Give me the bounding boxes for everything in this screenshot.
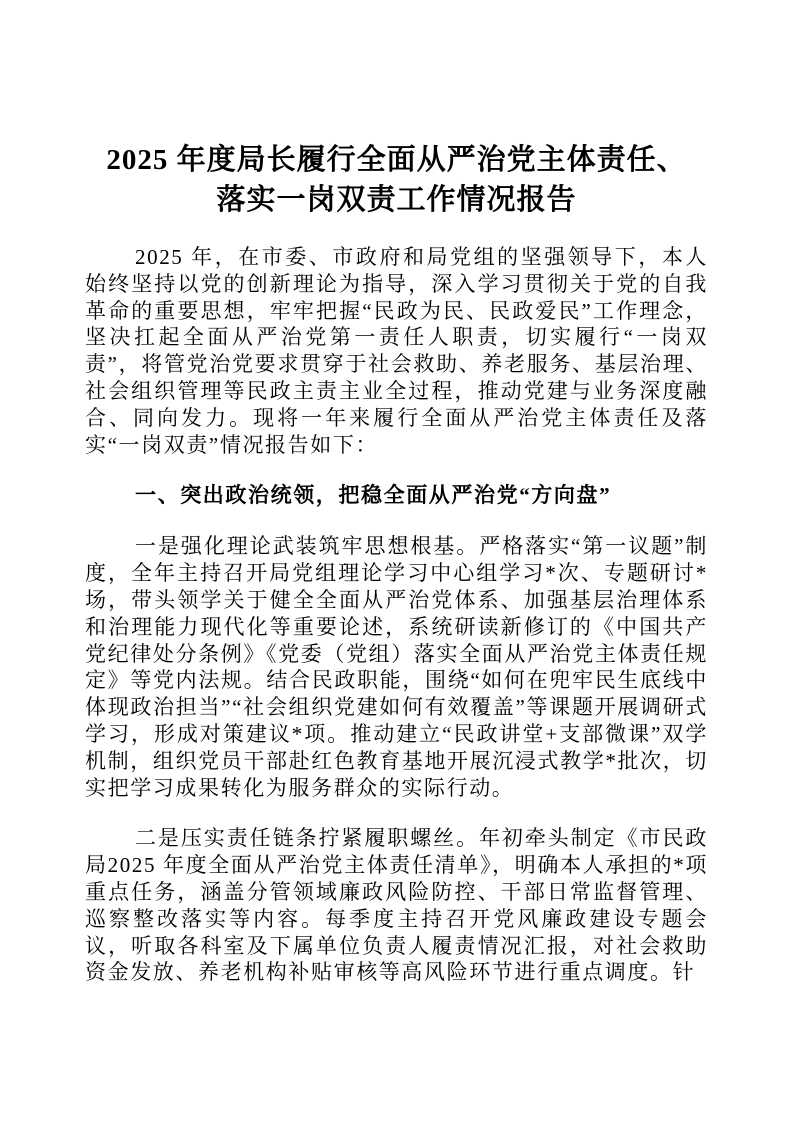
document-title (85, 140, 708, 220)
title-line-2: 落实一岗双责工作情况报告 (216, 184, 577, 216)
intro-paragraph: 2025 年，在市委、市政府和局党组的坚强领导下，本人始终坚持以党的创新理论为指导，深入学习贯彻关于党的自我革命的重要思想，牢牢把握“民政为民、民政爱民”工作理念，坚决扛起全面从严治党第一责任人职责，切实履行“一岗双责”，将管党治党要求贯穿于社会救助、养老服务、基层治理、社会组织管理等民政主责主业全过程，推动党建与业务深度融合、同向发力。现将一年来履行全面从严治党主体责任及落实“一岗双责”情况报告如下： (85, 245, 708, 457)
point-1-paragraph: 一是强化理论武装筑牢思想根基。严格落实“第一议题”制度，全年主持召开局党组理论学习中心组学习*次、专题研讨*场，带头领学关于健全全面从严治党体系、加强基层治理体系和治理能力现代化等重要论述，系统研读新修订的《中国共产党纪律处分条例》《党委（党组）落实全面从严治党主体责任规定》等党内法规。结合民政职能，围绕“如何在兜牢民生底线中体现政治担当”“社会组织党建如何有效覆盖”等课题开展调研式学习，形成对策建议*项。推动建立“民政讲堂+支部微课”双学机制，组织党员干部赴红色教育基地开展沉浸式教学*批次，切实把学习成果转化为服务群众的实际行动。 (85, 534, 708, 800)
section-1-heading: 一、突出政治统领，把稳全面从严治党“方向盘” (135, 483, 612, 508)
title-line-1: 2025 年度局长履行全面从严治党主体责任、 (106, 144, 687, 176)
point-2-paragraph: 二是压实责任链条拧紧履职螺丝。年初牵头制定《市民政局2025 年度全面从严治党主体责任清单》，明确本人承担的*项重点任务，涵盖分管领域廉政风险防控、干部日常监督管理、巡察整改落实等内容。每季度主持召开党风廉政建设专题会议，听取各科室及下属单位负责人履责情况汇报，对社会救助资金发放、养老机构补贴审核等高风险环节进行重点调度。针 (85, 826, 708, 985)
